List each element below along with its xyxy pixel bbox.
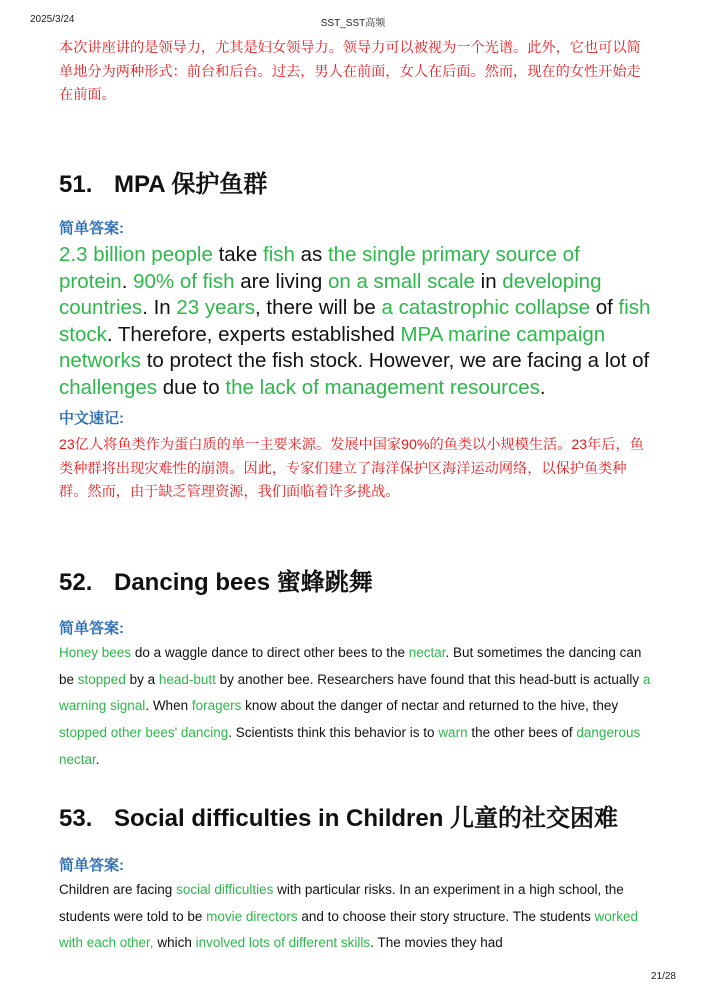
keyword-highlight: stopped xyxy=(77,671,126,687)
keyword-highlight: nectar xyxy=(408,645,446,660)
keyword-highlight: social difficulties xyxy=(176,882,274,897)
section-51-notes-label xyxy=(59,407,651,428)
keyword-highlight: Honey bees xyxy=(59,645,132,660)
answer-text-run: due to xyxy=(157,375,226,399)
answer-text-run: . Therefore, experts established xyxy=(106,322,401,346)
answer-text-run: take xyxy=(212,243,264,266)
keyword-highlight: challenges xyxy=(59,375,158,399)
answer-text-run: as xyxy=(294,243,328,266)
answer-text-run: which xyxy=(153,935,196,951)
answer-text-run: by a xyxy=(125,671,159,687)
keyword-highlight: 90% of fish xyxy=(133,269,235,293)
section-title: Dancing bees 蜜蜂跳舞 xyxy=(114,569,373,596)
answer-text-run: to protect the fish stock. However, we are facing a lot of xyxy=(141,349,650,372)
answer-label: 简单答案: xyxy=(59,220,124,237)
answer-text-run: in xyxy=(474,269,503,293)
answer-label: 简单答案: xyxy=(59,857,124,874)
section-number: 53. xyxy=(59,805,93,832)
section-51-heading xyxy=(59,164,651,199)
answer-text-run: . But sometimes the dancing can be xyxy=(59,645,642,687)
answer-text-run: the other bees of xyxy=(467,725,577,741)
notes-label: 中文速记: xyxy=(59,410,124,427)
answer-text-run: , there will be xyxy=(255,296,382,319)
answer-text xyxy=(59,640,651,774)
section-52-answer xyxy=(59,640,651,774)
keyword-highlight: developing countries xyxy=(59,269,602,319)
keyword-highlight: head-butt xyxy=(158,671,216,687)
keyword-highlight: warn xyxy=(438,725,468,741)
answer-text xyxy=(59,877,651,957)
answer-text-run: . xyxy=(539,375,546,399)
answer-text-run: . The movies they had xyxy=(370,935,503,951)
answer-text xyxy=(59,242,651,401)
page-number: 21/28 xyxy=(650,971,676,982)
section-53-heading xyxy=(59,798,651,833)
answer-text-run: of xyxy=(590,296,619,319)
answer-text-run: by another bee. Researchers have found that this head-butt is actually xyxy=(215,671,643,687)
keyword-highlight: MPA marine campaign networks xyxy=(59,322,606,372)
keyword-highlight: worked with each other, xyxy=(59,908,639,951)
keyword-highlight: 2.3 billion people xyxy=(59,243,213,266)
section-number: 51. xyxy=(59,171,93,198)
answer-text-run: . xyxy=(121,269,134,293)
answer-text-run: and to choose their story structure. The students xyxy=(297,908,595,924)
section-title: MPA 保护鱼群 xyxy=(114,171,268,198)
section-title: Social difficulties in Children 儿童的社交困难 xyxy=(114,805,619,832)
section-53-answer-label xyxy=(59,854,651,875)
keyword-highlight: the single primary source of protein xyxy=(59,243,580,293)
keyword-highlight: dangerous nectar xyxy=(59,725,641,767)
section-number: 52. xyxy=(59,569,93,596)
print-date: 2025/3/24 xyxy=(30,14,75,25)
keyword-highlight: fish stock xyxy=(59,296,651,346)
section-53-answer xyxy=(59,877,651,957)
keyword-highlight: the lack of management resources xyxy=(225,375,540,399)
keyword-highlight: stopped other bees' dancing xyxy=(59,725,229,741)
notes-text: 23亿人将鱼类作为蛋白质的单一主要来源。发展中国家90%的鱼类以小规模生活。23年后，鱼类种群将出现灾难性的崩溃。因此，专家们建立了海洋保护区海洋运动网络，以保护鱼类种群。然而，由于缺乏管理资源，我们面临着许多挑战。 xyxy=(59,437,644,500)
answer-text-run: with particular risks. In an experiment in a high school, the students were told to be xyxy=(59,882,624,924)
keyword-highlight: a warning signal xyxy=(59,671,651,714)
answer-text-run: . xyxy=(95,751,100,767)
keyword-highlight: movie directors xyxy=(206,908,298,924)
answer-text-run: Children are facing xyxy=(59,882,177,897)
answer-text-run: are living xyxy=(234,269,328,293)
keyword-highlight: foragers xyxy=(191,698,242,714)
keyword-highlight: a catastrophic collapse xyxy=(381,296,591,319)
answer-label: 简单答案: xyxy=(59,620,124,637)
section-51-answer-label xyxy=(59,217,651,238)
keyword-highlight: 23 years xyxy=(176,296,256,319)
section-52-heading xyxy=(59,562,651,597)
section-51-answer xyxy=(59,242,651,401)
answer-text-run: . In xyxy=(142,296,177,319)
keyword-highlight: fish xyxy=(263,243,295,266)
intro-text: 本次讲座讲的是领导力，尤其是妇女领导力。领导力可以被视为一个光谱。此外，它也可以简单地分为两种形式：前台和后台。过去，男人在前面，女人在后面。然而，现在的女性开始走在前面。 xyxy=(59,40,641,103)
answer-text-run: do a waggle dance to direct other bees to the xyxy=(131,645,409,660)
keyword-highlight: involved lots of different skills xyxy=(195,935,371,951)
answer-text-run: know about the danger of nectar and returned to the hive, they xyxy=(241,698,619,714)
keyword-highlight: on a small scale xyxy=(327,269,475,293)
answer-text-run: . When xyxy=(145,698,192,714)
section-51-notes xyxy=(59,434,651,505)
answer-text-run: . Scientists think this behavior is to xyxy=(228,725,439,741)
intro-notes xyxy=(59,37,651,108)
document-title: SST_SST高频 xyxy=(320,18,386,29)
section-52-answer-label xyxy=(59,617,651,638)
